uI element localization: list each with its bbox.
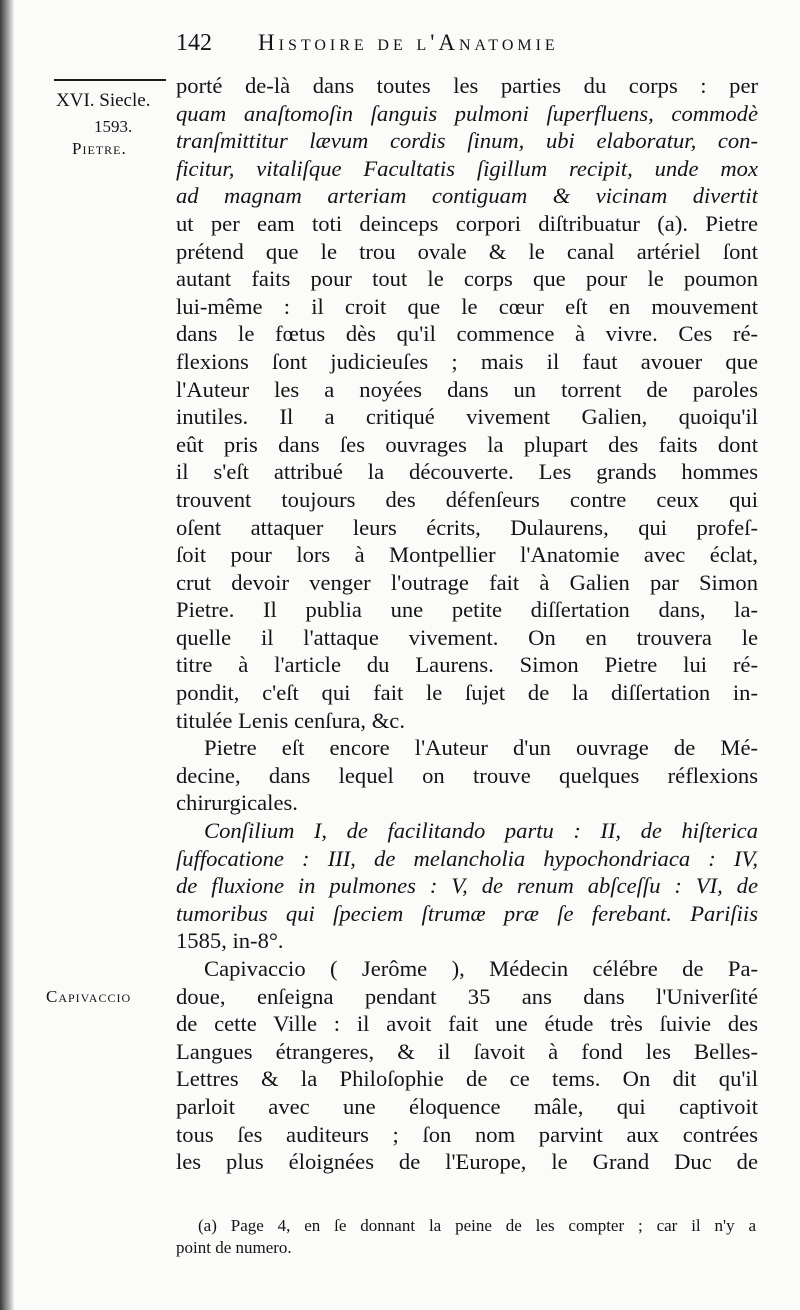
text-line: ut per eam toti deinceps corpori diſtribuatur (a). Pietre xyxy=(176,210,758,236)
text-line: Pietre eſt encore l'Auteur d'un ouvrage de Mé- xyxy=(204,735,758,761)
text-line: pondit, c'eſt qui fait le ſujet de la diſſertation in- xyxy=(176,680,758,706)
text-line: dans le fœtus dès qu'il commence à vivre. Ces ré- xyxy=(176,321,758,347)
text-line: tumoribus qui ſpeciem ſtrumæ præ ſe ferebant. Pariſiis xyxy=(176,900,758,926)
text-line: autant faits pour tout le corps que pour le poumon xyxy=(176,266,758,292)
text-line: l'Auteur les a noyées dans un torrent de paroles xyxy=(176,376,758,402)
text-line: inutiles. Il a critiqué vivement Galien, quoiqu'il xyxy=(176,404,758,430)
text-line: trouvent toujours des défenſeurs contre ceux qui xyxy=(176,486,758,512)
text-line: doue, enſeigna pendant 35 ans dans l'Univerſité xyxy=(176,983,758,1009)
text-line: de fluxione in pulmones : V, de renum abſceſſu : VI, de xyxy=(176,873,758,899)
text-line: ad magnam arteriam contiguam & vicinam divertit xyxy=(176,183,758,209)
text-line: prétend que le trou ovale & le canal artériel ſont xyxy=(176,238,758,264)
page-number: 142 xyxy=(176,30,212,56)
text-line: chirurgicales. xyxy=(176,790,298,816)
footnote-line: (a) Page 4, en ſe donnant la peine de les compter ; car il n'y a xyxy=(198,1216,756,1235)
text-line: Pietre. Il publia une petite diſſertation dans, la- xyxy=(176,597,758,623)
text-line: Langues étrangeres, & il ſavoit à fond les Belles- xyxy=(176,1038,758,1064)
text-line: flexions ſont judicieuſes ; mais il faut avouer que xyxy=(176,348,758,374)
text-line: Conſilium I, de facilitando partu : II, de hiſterica xyxy=(204,818,758,844)
footnote xyxy=(176,1215,756,1259)
text-line: quam anaſtomoſin ſanguis pulmoni ſuperfluens, commodè xyxy=(176,100,758,126)
text-line: crut devoir venger l'outrage fait à Galien par Simon xyxy=(176,569,758,595)
text-line: ſoit pour lors à Montpellier l'Anatomie avec éclat, xyxy=(176,542,758,568)
text-line: lui-même : il croit que le cœur eſt en mouvement xyxy=(176,293,758,319)
text-line: 1585, in-8°. xyxy=(176,928,284,954)
margin-year: 1593. xyxy=(94,117,133,136)
body-text xyxy=(176,72,758,1176)
margin-century: XVI. Siecle. xyxy=(56,90,151,111)
text-line: de cette Ville : il avoit fait une étude très ſuivie des xyxy=(176,1011,758,1037)
text-line: titulée Lenis cenſura, &c. xyxy=(176,707,405,733)
footnote-line: point de numero. xyxy=(176,1238,292,1257)
text-line: titre à l'article du Laurens. Simon Pietre lui ré- xyxy=(176,652,758,678)
text-line: tranſmittitur lævum cordis ſinum, ubi elaboratur, con- xyxy=(176,128,758,154)
margin-rule xyxy=(54,79,166,81)
text-line: quelle il l'attaque vivement. On en trouvera le xyxy=(176,624,758,650)
text-line: eût pris dans ſes ouvrages la plupart des faits dont xyxy=(176,431,758,457)
text-line: Capivaccio ( Jerôme ), Médecin célébre de Pa- xyxy=(204,956,758,981)
text-line: ſuffocatione : III, de melancholia hypochondriaca : IV, xyxy=(176,845,758,871)
page-binding-shadow xyxy=(0,0,14,1310)
margin-author-pietre: Pietre. xyxy=(72,139,127,158)
text-line: tous ſes auditeurs ; ſon nom parvint aux contrées xyxy=(176,1121,758,1147)
text-line: decine, dans lequel on trouve quelques réflexions xyxy=(176,762,758,788)
text-line: il s'eſt attribué la découverte. Les grands hommes xyxy=(176,459,758,485)
running-title: Histoire de l'Anatomie xyxy=(258,30,559,55)
margin-author-capivaccio: Capivaccio xyxy=(46,987,132,1006)
text-line: porté de-là dans toutes les parties du corps : per xyxy=(176,73,758,98)
page-header xyxy=(176,30,766,64)
text-line: oſent attaquer leurs écrits, Dulaurens, qui profeſ- xyxy=(176,514,758,540)
text-line: Lettres & la Philoſophie de ce tems. On dit qu'il xyxy=(176,1066,758,1092)
text-line: les plus éloignées de l'Europe, le Grand Duc de xyxy=(176,1149,758,1175)
text-line: parloit avec une éloquence mâle, qui captivoit xyxy=(176,1093,758,1119)
text-line: ficitur, vitaliſque Facultatis ſigillum recipit, unde mox xyxy=(176,155,758,181)
